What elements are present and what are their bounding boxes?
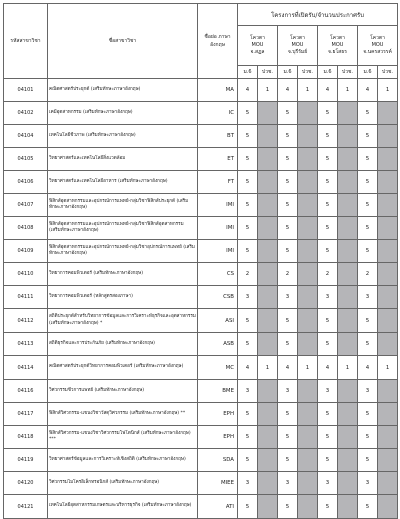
quota-m6-cell: 5 bbox=[238, 171, 258, 194]
table-row bbox=[4, 125, 398, 148]
program-code: 04109 bbox=[4, 240, 48, 263]
program-name: คณิตศาสตร์ประยุกต์ (เสริมทักษะภาษาอังกฤษ) bbox=[48, 79, 198, 102]
quota-m6-cell: 4 bbox=[318, 356, 338, 380]
quota-pvs-cell bbox=[338, 102, 358, 125]
program-code: 04108 bbox=[4, 217, 48, 240]
quota-pvs-cell bbox=[378, 286, 398, 309]
quota-pvs-cell bbox=[338, 286, 358, 309]
quota-m6-cell: 5 bbox=[278, 426, 298, 449]
quota-pvs-cell bbox=[378, 495, 398, 519]
quota-m6-cell: 5 bbox=[318, 449, 338, 472]
quota-pvs-cell: 1 bbox=[378, 79, 398, 102]
quota-m6-cell: 4 bbox=[278, 79, 298, 102]
program-name: เทคโนโลยีอุตสาหกรรมเกษตรและบริหารธุรกิจ (เสริมทักษะภาษาอังกฤษ) bbox=[48, 495, 198, 519]
quota-m6-cell: 5 bbox=[358, 148, 378, 171]
sub-m6: ม.6 bbox=[318, 66, 338, 79]
quota-pvs-cell bbox=[298, 309, 318, 333]
quota-pvs-cell: 1 bbox=[258, 79, 278, 102]
quota-pvs-cell bbox=[258, 309, 278, 333]
quota-pvs-cell bbox=[258, 426, 278, 449]
table-row bbox=[4, 356, 398, 380]
quota-pvs-cell: 1 bbox=[338, 356, 358, 380]
quota-m6-cell: 5 bbox=[318, 102, 338, 125]
program-name: ฟิสิกส์วิศวกรรม-แขนงวิชาวัสดุวิศวกรรม (เสริมทักษะภาษาอังกฤษ) ** bbox=[48, 403, 198, 426]
quota-pvs-cell bbox=[258, 403, 278, 426]
quota-m6-cell: 3 bbox=[238, 472, 258, 495]
program-name: วิทยาศาสตร์และเทคโนโลยีสิ่งแวดล้อม bbox=[48, 148, 198, 171]
program-code: 04120 bbox=[4, 472, 48, 495]
quota-m6-cell: 5 bbox=[318, 194, 338, 217]
program-code: 04114 bbox=[4, 356, 48, 380]
quota-pvs-cell bbox=[378, 309, 398, 333]
quota-m6-cell: 5 bbox=[318, 333, 338, 356]
program-code: 04111 bbox=[4, 286, 48, 309]
program-code: 04104 bbox=[4, 125, 48, 148]
quota-m6-cell: 3 bbox=[278, 472, 298, 495]
quota-m6-cell: 5 bbox=[278, 333, 298, 356]
quota-m6-cell: 5 bbox=[358, 426, 378, 449]
quota-pvs-cell bbox=[298, 495, 318, 519]
quota-pvs-cell bbox=[378, 102, 398, 125]
quota-pvs-cell bbox=[298, 426, 318, 449]
program-abbr: MIEE bbox=[198, 472, 238, 495]
quota-pvs-cell bbox=[338, 380, 358, 403]
quota-pvs-cell bbox=[378, 125, 398, 148]
table-row bbox=[4, 240, 398, 263]
table-row bbox=[4, 217, 398, 240]
quota-pvs-cell: 1 bbox=[298, 356, 318, 380]
table-row bbox=[4, 194, 398, 217]
quota-pvs-cell bbox=[338, 495, 358, 519]
quota-m6-cell: 3 bbox=[318, 472, 338, 495]
quota-pvs-cell bbox=[338, 403, 358, 426]
quota-pvs-cell bbox=[258, 380, 278, 403]
program-abbr: SDA bbox=[198, 449, 238, 472]
quota-m6-cell: 5 bbox=[278, 309, 298, 333]
sub-pvs: ปวช. bbox=[338, 66, 358, 79]
quota-m6-cell: 5 bbox=[318, 217, 338, 240]
quota-pvs-cell bbox=[298, 171, 318, 194]
header-group-title: โครงการที่เปิดรับ/จำนวนประกาศรับ bbox=[238, 4, 398, 26]
quota-m6-cell: 4 bbox=[238, 79, 258, 102]
quota-pvs-cell bbox=[298, 148, 318, 171]
quota-pvs-cell bbox=[298, 125, 318, 148]
quota-pvs-cell bbox=[338, 449, 358, 472]
quota-m6-cell: 5 bbox=[238, 217, 258, 240]
quota-m6-cell: 2 bbox=[278, 263, 298, 286]
program-abbr: CS bbox=[198, 263, 238, 286]
program-code: 04118 bbox=[4, 426, 48, 449]
program-abbr: EPH bbox=[198, 426, 238, 449]
quota-m6-cell: 3 bbox=[358, 380, 378, 403]
program-name: สถิติธุรกิจและการประกันภัย (เสริมทักษะภาษาอังกฤษ) bbox=[48, 333, 198, 356]
quota-m6-cell: 5 bbox=[358, 333, 378, 356]
program-abbr: IMI bbox=[198, 194, 238, 217]
quota-m6-cell: 5 bbox=[278, 449, 298, 472]
program-code: 04116 bbox=[4, 380, 48, 403]
quota-pvs-cell bbox=[298, 194, 318, 217]
quota-m6-cell: 3 bbox=[318, 380, 338, 403]
sub-pvs: ปวช. bbox=[378, 66, 398, 79]
program-abbr: BME bbox=[198, 380, 238, 403]
quota-pvs-cell bbox=[378, 333, 398, 356]
quota-m6-cell: 4 bbox=[318, 79, 338, 102]
program-name: สถิติประยุกต์สำหรับวิทยาการข้อมูลและการวิเคราะห์ธุรกิจและอุตสาหกรรม (เสริมทักษะภาษาอังกฤษ) * bbox=[48, 309, 198, 333]
quota-pvs-cell bbox=[378, 449, 398, 472]
program-code: 04110 bbox=[4, 263, 48, 286]
quota-m6-cell: 5 bbox=[358, 449, 378, 472]
quota-pvs-cell bbox=[298, 102, 318, 125]
quota-m6-cell: 5 bbox=[318, 125, 338, 148]
sub-m6: ม.6 bbox=[358, 66, 378, 79]
table-row bbox=[4, 263, 398, 286]
quota-m6-cell: 3 bbox=[278, 286, 298, 309]
quota-m6-cell: 5 bbox=[238, 495, 258, 519]
table-row bbox=[4, 403, 398, 426]
quota-m6-cell: 5 bbox=[238, 426, 258, 449]
quota-pvs-cell bbox=[378, 217, 398, 240]
program-code: 04107 bbox=[4, 194, 48, 217]
quota-m6-cell: 5 bbox=[238, 449, 258, 472]
quota-m6-cell: 5 bbox=[278, 194, 298, 217]
program-name: ฟิสิกส์อุตสาหกรรมและอุปกรณ์การแพทย์-กลุ่มวิชาฟิสิกส์อุตสาหกรรม (เสริมทักษะภาษาอังกฤษ) bbox=[48, 217, 198, 240]
quota-m6-cell: 3 bbox=[278, 380, 298, 403]
quota-pvs-cell bbox=[298, 286, 318, 309]
header-name: ชื่อสาขาวิชา bbox=[48, 4, 198, 79]
program-abbr: IMI bbox=[198, 240, 238, 263]
table-row bbox=[4, 380, 398, 403]
quota-pvs-cell: 1 bbox=[258, 356, 278, 380]
program-name: วิศวกรรมชีวการแพทย์ (เสริมทักษะภาษาอังกฤษ) bbox=[48, 380, 198, 403]
quota-pvs-cell bbox=[338, 194, 358, 217]
quota-header-3: โควตา MOU จ.ยโสธร bbox=[318, 26, 358, 66]
quota-m6-cell: 2 bbox=[358, 263, 378, 286]
quota-pvs-cell bbox=[298, 333, 318, 356]
program-name: วิทยาศาสตร์และเทคโนโลยีอาหาร (เสริมทักษะภาษาอังกฤษ) bbox=[48, 171, 198, 194]
quota-pvs-cell bbox=[258, 286, 278, 309]
quota-pvs-cell bbox=[258, 102, 278, 125]
program-name: เทคโนโลยีชีวภาพ (เสริมทักษะภาษาอังกฤษ) bbox=[48, 125, 198, 148]
quota-m6-cell: 5 bbox=[278, 217, 298, 240]
sub-m6: ม.6 bbox=[238, 66, 258, 79]
quota-m6-cell: 3 bbox=[358, 286, 378, 309]
program-code: 04106 bbox=[4, 171, 48, 194]
quota-pvs-cell bbox=[378, 240, 398, 263]
quota-pvs-cell bbox=[298, 240, 318, 263]
table-row bbox=[4, 426, 398, 449]
program-abbr: ATI bbox=[198, 495, 238, 519]
quota-m6-cell: 5 bbox=[238, 125, 258, 148]
quota-m6-cell: 5 bbox=[278, 148, 298, 171]
program-abbr: ASB bbox=[198, 333, 238, 356]
admission-quota-table bbox=[3, 3, 398, 519]
quota-pvs-cell bbox=[258, 472, 278, 495]
quota-m6-cell: 5 bbox=[358, 125, 378, 148]
program-abbr: CSB bbox=[198, 286, 238, 309]
quota-pvs-cell bbox=[378, 380, 398, 403]
quota-m6-cell: 5 bbox=[318, 426, 338, 449]
table-row bbox=[4, 472, 398, 495]
quota-m6-cell: 4 bbox=[238, 356, 258, 380]
quota-m6-cell: 5 bbox=[318, 403, 338, 426]
program-abbr: EPH bbox=[198, 403, 238, 426]
quota-pvs-cell bbox=[258, 263, 278, 286]
table-row bbox=[4, 309, 398, 333]
quota-m6-cell: 5 bbox=[318, 240, 338, 263]
table-body bbox=[4, 79, 398, 519]
quota-m6-cell: 5 bbox=[358, 171, 378, 194]
program-code: 04102 bbox=[4, 102, 48, 125]
quota-pvs-cell bbox=[298, 403, 318, 426]
quota-header-4: โควตา MOU จ.นครสวรรค์ bbox=[358, 26, 398, 66]
program-name: วิทยาศาสตร์ข้อมูลและการวิเคราะห์เชิงสถิติ (เสริมทักษะภาษาอังกฤษ) bbox=[48, 449, 198, 472]
table-row bbox=[4, 148, 398, 171]
program-abbr: MA bbox=[198, 79, 238, 102]
program-code: 04117 bbox=[4, 403, 48, 426]
quota-pvs-cell bbox=[258, 333, 278, 356]
quota-m6-cell: 5 bbox=[318, 171, 338, 194]
quota-m6-cell: 5 bbox=[238, 102, 258, 125]
program-code: 04119 bbox=[4, 449, 48, 472]
header-code: รหัสสาขาวิชา bbox=[4, 4, 48, 79]
quota-m6-cell: 5 bbox=[318, 309, 338, 333]
quota-m6-cell: 5 bbox=[278, 403, 298, 426]
quota-m6-cell: 4 bbox=[358, 79, 378, 102]
header-abbr: ชื่อย่อ ภาษาอังกฤษ bbox=[198, 4, 238, 79]
quota-pvs-cell bbox=[378, 263, 398, 286]
quota-header-1: โควตา MOU จ.สฏล bbox=[238, 26, 278, 66]
program-code: 04112 bbox=[4, 309, 48, 333]
quota-pvs-cell bbox=[258, 495, 278, 519]
sub-m6: ม.6 bbox=[278, 66, 298, 79]
quota-pvs-cell bbox=[378, 472, 398, 495]
quota-pvs-cell bbox=[378, 171, 398, 194]
quota-pvs-cell bbox=[298, 472, 318, 495]
quota-pvs-cell bbox=[338, 217, 358, 240]
program-abbr: ET bbox=[198, 148, 238, 171]
quota-pvs-cell bbox=[338, 333, 358, 356]
table-row bbox=[4, 79, 398, 102]
table-row bbox=[4, 495, 398, 519]
quota-m6-cell: 5 bbox=[238, 333, 258, 356]
sub-pvs: ปวช. bbox=[258, 66, 278, 79]
quota-m6-cell: 3 bbox=[238, 380, 258, 403]
quota-pvs-cell bbox=[338, 472, 358, 495]
program-name: คณิตศาสตร์ประยุกต์วิทยาการคอมพิวเตอร์ (เสริมทักษะภาษาอังกฤษ) bbox=[48, 356, 198, 380]
quota-m6-cell: 5 bbox=[238, 148, 258, 171]
quota-pvs-cell bbox=[378, 148, 398, 171]
quota-pvs-cell bbox=[378, 426, 398, 449]
quota-pvs-cell bbox=[338, 125, 358, 148]
quota-m6-cell: 5 bbox=[358, 309, 378, 333]
table-row bbox=[4, 102, 398, 125]
quota-m6-cell: 5 bbox=[278, 102, 298, 125]
quota-m6-cell: 5 bbox=[358, 495, 378, 519]
table-row bbox=[4, 333, 398, 356]
quota-pvs-cell bbox=[338, 426, 358, 449]
quota-pvs-cell bbox=[258, 125, 278, 148]
program-abbr: BT bbox=[198, 125, 238, 148]
program-name: เคมีอุตสาหกรรม (เสริมทักษะภาษาอังกฤษ) bbox=[48, 102, 198, 125]
program-name: ฟิสิกส์วิศวกรรม-แขนงวิชาวิศวกรรมโฟโตนิกส์ (เสริมทักษะภาษาอังกฤษ) *** bbox=[48, 426, 198, 449]
quota-m6-cell: 4 bbox=[278, 356, 298, 380]
program-code: 04101 bbox=[4, 79, 48, 102]
table-row bbox=[4, 449, 398, 472]
program-name: ฟิสิกส์อุตสาหกรรมและอุปกรณ์การแพทย์-กลุ่มวิชาอุปกรณ์การแพทย์ (เสริมทักษะภาษาอังกฤษ) bbox=[48, 240, 198, 263]
sub-pvs: ปวช. bbox=[298, 66, 318, 79]
program-abbr: FT bbox=[198, 171, 238, 194]
program-name: วิทยาการคอมพิวเตอร์ (หลักสูตรสองภาษา) bbox=[48, 286, 198, 309]
quota-pvs-cell bbox=[298, 449, 318, 472]
quota-pvs-cell bbox=[258, 240, 278, 263]
quota-pvs-cell bbox=[258, 449, 278, 472]
quota-pvs-cell bbox=[258, 217, 278, 240]
program-abbr: IC bbox=[198, 102, 238, 125]
quota-pvs-cell bbox=[378, 194, 398, 217]
program-abbr: MC bbox=[198, 356, 238, 380]
quota-pvs-cell bbox=[378, 403, 398, 426]
quota-m6-cell: 3 bbox=[238, 286, 258, 309]
table-header bbox=[4, 4, 398, 79]
program-name: ฟิสิกส์อุตสาหกรรมและอุปกรณ์การแพทย์-กลุ่มวิชาฟิสิกส์ประยุกต์ (เสริมทักษะภาษาอังกฤษ) bbox=[48, 194, 198, 217]
quota-m6-cell: 2 bbox=[318, 263, 338, 286]
quota-m6-cell: 5 bbox=[358, 194, 378, 217]
quota-m6-cell: 5 bbox=[278, 171, 298, 194]
program-code: 04105 bbox=[4, 148, 48, 171]
quota-m6-cell: 5 bbox=[318, 148, 338, 171]
quota-m6-cell: 5 bbox=[358, 102, 378, 125]
quota-pvs-cell bbox=[338, 148, 358, 171]
quota-m6-cell: 5 bbox=[278, 240, 298, 263]
quota-header-2: โควตา MOU จ.บุรีรัมย์ bbox=[278, 26, 318, 66]
quota-pvs-cell: 1 bbox=[378, 356, 398, 380]
quota-m6-cell: 5 bbox=[238, 403, 258, 426]
quota-pvs-cell bbox=[298, 263, 318, 286]
quota-pvs-cell: 1 bbox=[338, 79, 358, 102]
quota-m6-cell: 5 bbox=[318, 495, 338, 519]
quota-m6-cell: 5 bbox=[278, 125, 298, 148]
program-abbr: IMI bbox=[198, 217, 238, 240]
program-name: วิทยาการคอมพิวเตอร์ (เสริมทักษะภาษาอังกฤษ) bbox=[48, 263, 198, 286]
quota-m6-cell: 2 bbox=[238, 263, 258, 286]
quota-pvs-cell bbox=[338, 263, 358, 286]
quota-m6-cell: 5 bbox=[358, 403, 378, 426]
quota-pvs-cell bbox=[338, 240, 358, 263]
quota-m6-cell: 5 bbox=[238, 309, 258, 333]
quota-pvs-cell bbox=[298, 217, 318, 240]
quota-m6-cell: 5 bbox=[238, 240, 258, 263]
quota-pvs-cell bbox=[298, 380, 318, 403]
quota-m6-cell: 5 bbox=[278, 495, 298, 519]
quota-pvs-cell bbox=[258, 171, 278, 194]
quota-m6-cell: 3 bbox=[318, 286, 338, 309]
quota-m6-cell: 4 bbox=[358, 356, 378, 380]
quota-m6-cell: 5 bbox=[358, 240, 378, 263]
program-code: 04121 bbox=[4, 495, 48, 519]
quota-pvs-cell bbox=[338, 309, 358, 333]
quota-pvs-cell bbox=[338, 171, 358, 194]
quota-pvs-cell bbox=[258, 194, 278, 217]
program-code: 04113 bbox=[4, 333, 48, 356]
quota-pvs-cell: 1 bbox=[298, 79, 318, 102]
table-row bbox=[4, 286, 398, 309]
quota-m6-cell: 5 bbox=[238, 194, 258, 217]
quota-m6-cell: 5 bbox=[358, 217, 378, 240]
table-row bbox=[4, 171, 398, 194]
quota-m6-cell: 3 bbox=[358, 472, 378, 495]
program-name: วิศวกรรมไมโครอิเล็กทรอนิกส์ (เสริมทักษะภาษาอังกฤษ) bbox=[48, 472, 198, 495]
quota-pvs-cell bbox=[258, 148, 278, 171]
program-abbr: ASI bbox=[198, 309, 238, 333]
